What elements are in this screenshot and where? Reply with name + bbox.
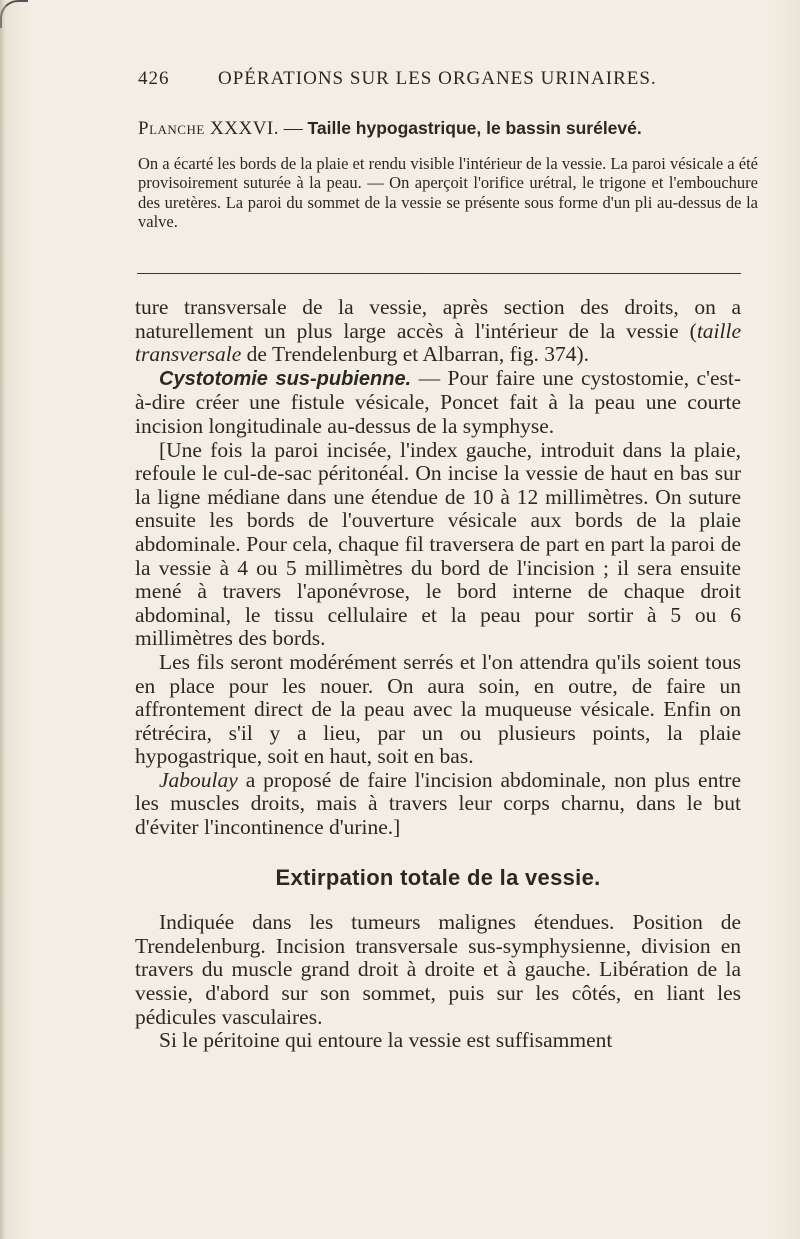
author-name: Jaboulay (159, 767, 238, 792)
caption-divider (137, 273, 741, 274)
caption-dash: — (279, 118, 308, 139)
body-text (135, 296, 741, 1053)
paragraph-2-text: — Pour faire une cystostomie, c'est-à-dire créer une fistule vésicale, Poncet fait à la peau une courte incision longitudinale au-dessus de la symphyse. (135, 365, 741, 438)
caption-text: On a écarté les bords de la plaie et rendu visible l'intérieur de la vessie. La paroi vésicale a été provisoirement suturée à la peau. — On aperçoit l'orifice urétral, le trigone et l'embouchure des uretères. La paroi du sommet de la vessie se présente sous forme d'un pli au-dessus de la valve. (138, 154, 758, 232)
paragraph-5-text: a proposé de faire l'incision abdominale, non plus entre les muscles droits, mais à travers leur corps charnu, dans le but d'éviter l'incontinence d'urine.] (135, 767, 741, 840)
caption-heading: Taille hypogastrique, le bassin surélevé. (307, 118, 642, 138)
paragraph-1-end: de Trendelenburg et Albarran, fig. 374). (241, 342, 590, 367)
running-title: OPÉRATIONS SUR LES ORGANES URINAIRES. (218, 68, 657, 89)
page-binding-edge (0, 0, 6, 1239)
cystotomie-heading: Cystotomie sus-pubienne. (159, 367, 412, 390)
section-heading: Extirpation totale de la vessie. (275, 864, 601, 890)
caption-description (138, 154, 758, 232)
paragraph-1 (135, 296, 741, 367)
paragraph-1-start: ture transversale de la vessie, après section des droits, on a naturellement un plus large accès à l'intérieur de la vessie ( (135, 295, 741, 343)
page-number: 426 (138, 68, 170, 89)
paragraph-2 (135, 367, 741, 439)
paragraph-4: Les fils seront modérément serrés et l'on attendra qu'ils soient tous en place pour les nouer. On aura soin, en outre, de faire un affrontement direct de la peau avec la muqueuse vésicale. Enfin on rétrécira, s'il y a lieu, par un ou plusieurs points, la plaie hypogastrique, soit en haut, soit en bas. (135, 649, 741, 769)
italic-term: taille transversale (135, 318, 741, 367)
paragraph-5 (135, 769, 741, 840)
paragraph-7: Si le péritoine qui entoure la vessie est suffisamment (159, 1028, 613, 1053)
caption-title (138, 118, 758, 140)
running-header (138, 68, 758, 90)
paragraph-3: [Une fois la paroi incisée, l'index gauche, introduit dans la plaie, refoule le cul-de-sac péritonéal. On incise la vessie de haut en bas sur la ligne médiane dans une étendue de 10 à 12 millimètres. On suture ensuite les bords de l'ouverture vésicale aux bords de la plaie abdominale. Pour cela, chaque fil traversera de part en part la paroi de la vessie à 4 ou 5 millimètres du bord de l'incision ; il sera ensuite mené à travers l'aponévrose, le bord interne de chaque droit abdominal, le tissu cellulaire et la peau pour sortir à 5 ou 6 millimètres des bords. (135, 437, 741, 651)
paragraph-6: Indiquée dans les tumeurs malignes étendues. Position de Trendelenburg. Incision transversale sus-symphysienne, division en travers du muscle grand droit à droite et à gauche. Libération de la vessie, d'abord sur son sommet, puis sur les côtés, en liant les pédicules vasculaires. (135, 910, 741, 1029)
plate-caption (138, 118, 758, 232)
plate-label: Planche XXXVI. (138, 118, 279, 139)
